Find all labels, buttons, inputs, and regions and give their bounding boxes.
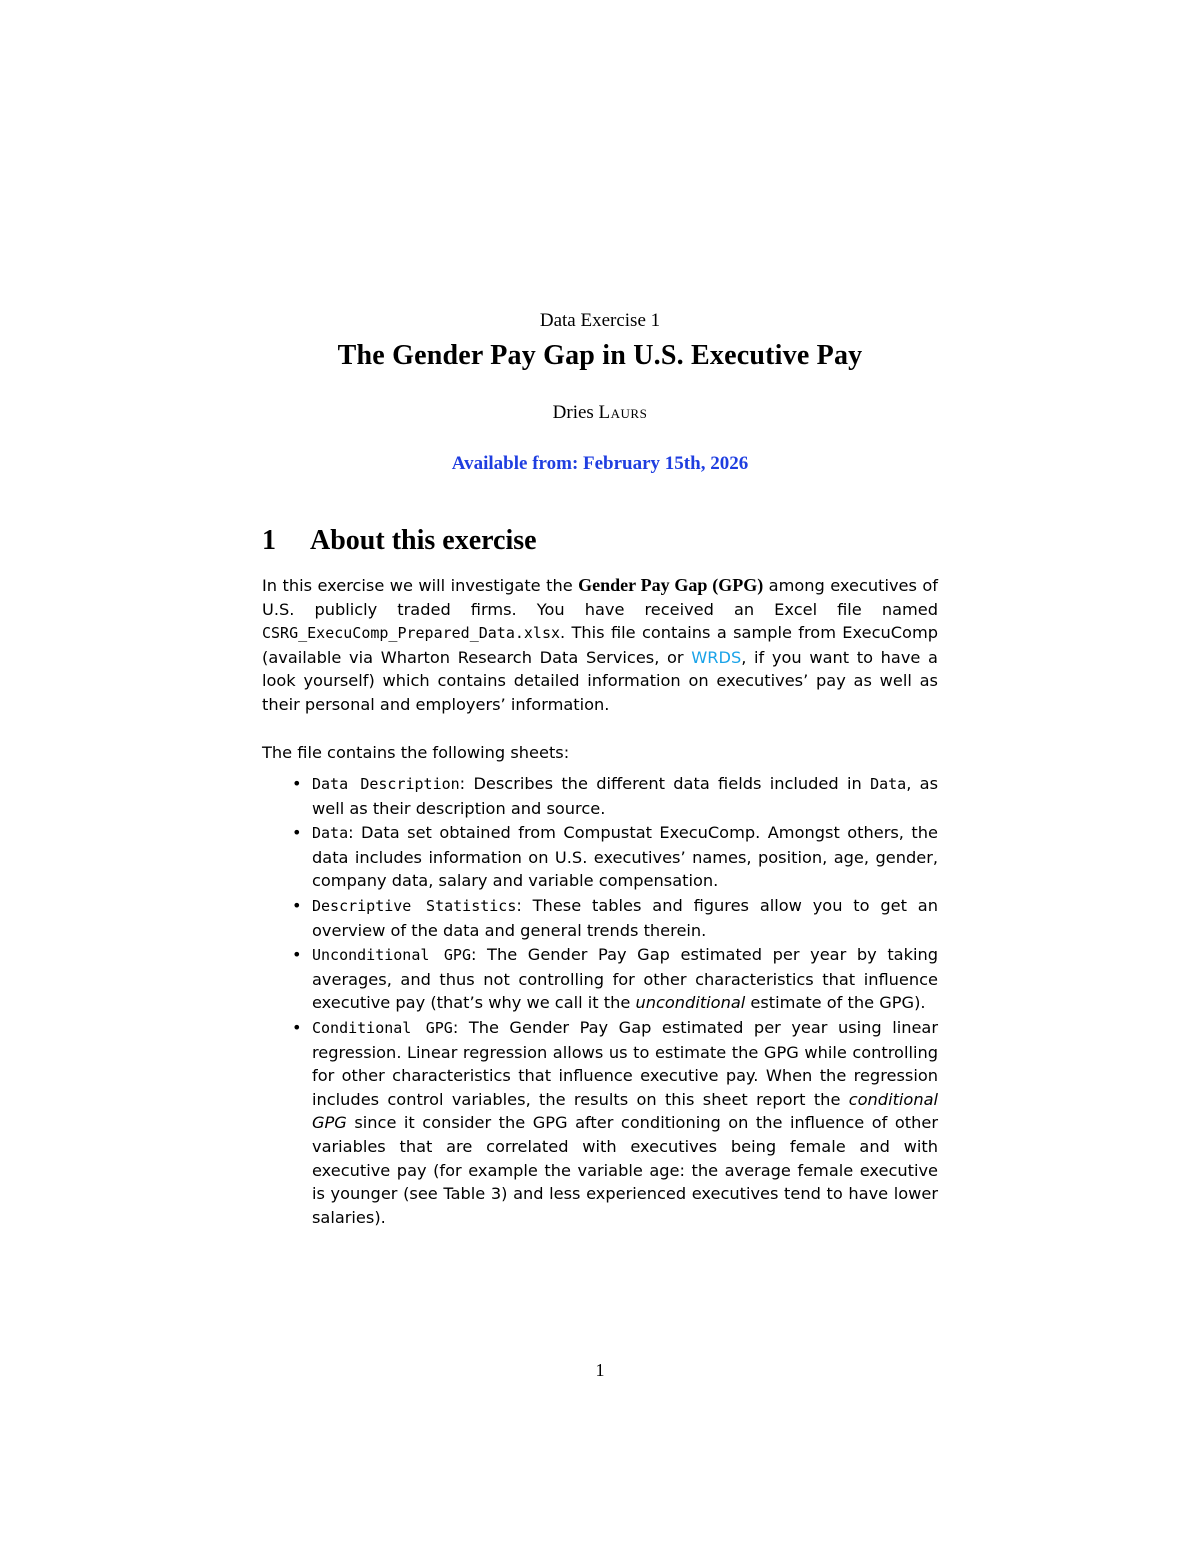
intro-paragraph: [262, 574, 938, 717]
emphasis-term: unconditional: [635, 993, 746, 1013]
sheet-ref: Data: [870, 775, 907, 793]
page-number: 1: [595, 1360, 605, 1380]
availability-date: Available from: February 15th, 2026: [451, 453, 749, 474]
section-number: 1: [262, 525, 276, 556]
sheet-desc: : The Gender Pay Gap estimated per year using linear regression. Linear regression allows us to estimate the GPG while controlling for other characteristics that influence executive pay. When the regression includes control variables, the results on this sheet report the: [312, 1017, 938, 1109]
sheet-desc: : Describes the different data fields included in: [459, 774, 871, 793]
intro-text-3: . This file contains a sample from ExecuComp (available via Wharton Research Data Services, or: [262, 623, 938, 667]
sheet-name: Conditional GPG: [312, 1018, 453, 1037]
list-item: [290, 943, 938, 1015]
gpg-term: Gender Pay Gap (GPG): [578, 575, 764, 595]
intro-text-4: , if you want to have a look yourself) which contains detailed information on executives’ pay as well as their personal and employers’ information.: [262, 647, 938, 714]
author-last-name: Laurs: [598, 402, 648, 423]
sheet-name: Data: [312, 824, 349, 843]
emphasis-term: conditional GPG: [312, 1089, 938, 1133]
intro-text-2: among executives of U.S. publicly traded firms. You have received an Excel file named: [262, 576, 938, 619]
list-item: [290, 894, 938, 942]
section-heading: [262, 525, 537, 557]
list-item: [290, 1016, 938, 1229]
sheet-name: Descriptive Statistics: [312, 896, 517, 915]
sheet-desc-end: , as well as their description and source.: [312, 774, 939, 818]
sheet-desc: : These tables and figures allow you to get an overview of the data and general trends therein.: [312, 895, 938, 940]
sheet-desc: : Data set obtained from Compustat ExecuComp. Amongst others, the data includes information on U.S. executives’ names, position, age, gender, company data, salary and variable compensation.: [312, 823, 938, 891]
list-item: [290, 772, 938, 820]
bullet-icon: •: [292, 823, 302, 843]
sheet-list: [290, 772, 938, 1230]
author-first-name: Dries: [552, 402, 594, 423]
document-author: [0, 402, 1200, 424]
bullet-icon: •: [292, 1017, 302, 1037]
bullet-icon: •: [292, 774, 302, 793]
bullet-icon: •: [292, 895, 302, 915]
bullet-icon: •: [292, 945, 302, 965]
list-item: [290, 821, 938, 893]
document-label: Data Exercise 1: [539, 310, 661, 331]
sheet-desc-end: estimate of the GPG).: [745, 993, 926, 1013]
sheet-name: Unconditional GPG: [312, 946, 471, 965]
sheet-desc: : The Gender Pay Gap estimated per year by taking averages, and thus not controlling for other characteristics that influence executive pay (that’s why we call it the: [312, 945, 938, 1013]
document-title: The Gender Pay Gap in U.S. Executive Pay: [337, 340, 863, 371]
section-title: About this exercise: [310, 525, 537, 556]
intro-text-1: In this exercise we will investigate the: [262, 576, 579, 595]
wrds-link[interactable]: WRDS: [691, 647, 742, 667]
file-name: CSRG_ExecuComp_Prepared_Data.xlsx: [262, 624, 561, 643]
sheet-desc-end: since it consider the GPG after conditioning on the influence of other variables that are correlated with executives being female and with executive pay (for example the variable age: the average female executive is younger (see Table 3) and less experienced executives tend to have lower salaries).: [312, 1113, 938, 1227]
sheets-intro: The file contains the following sheets:: [262, 743, 570, 762]
sheet-name: Data Description: [312, 775, 460, 793]
